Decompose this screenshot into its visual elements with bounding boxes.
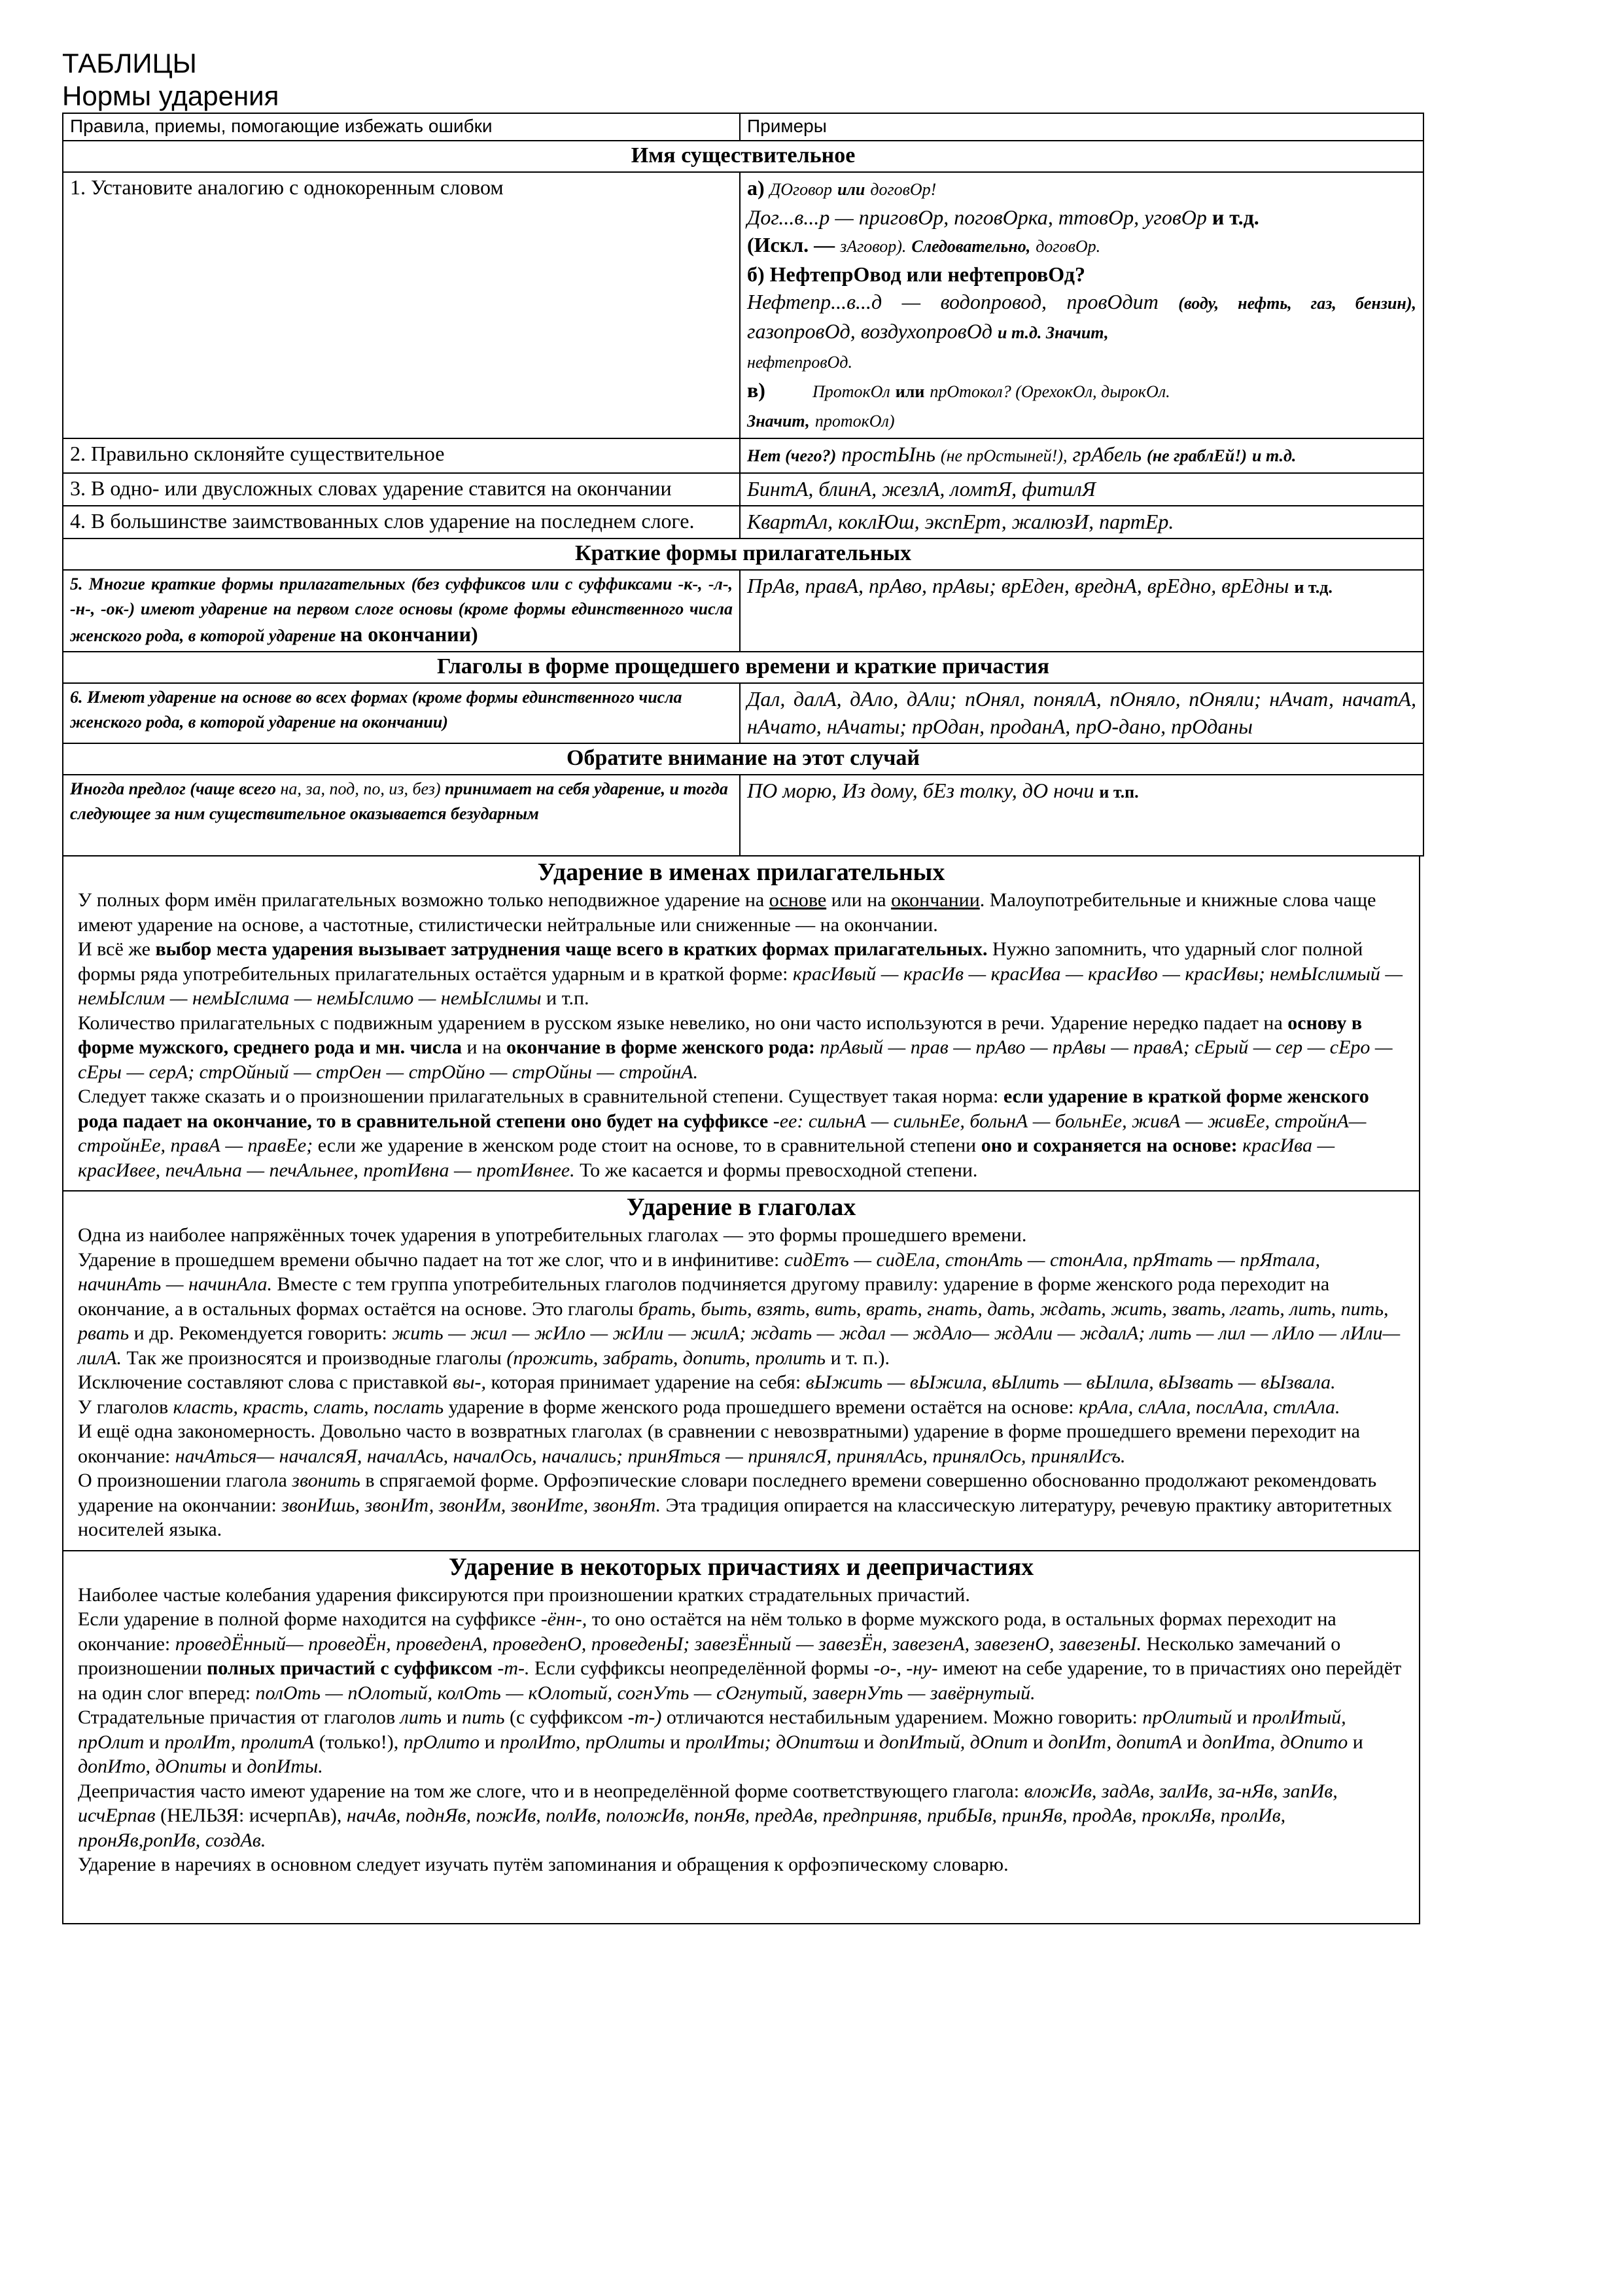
rule-cell [63, 683, 740, 743]
text: Исключение составляют слова с приставкой [78, 1371, 453, 1393]
example-text: ДОговор [769, 180, 833, 199]
paragraph [78, 1705, 1405, 1779]
example-text: зАговор). [840, 237, 907, 256]
example-text: Следовательно, [911, 237, 1031, 256]
rule-cell [63, 570, 740, 652]
example-text: договОр. [1036, 237, 1101, 256]
text: Если суффиксы неопределённой формы [529, 1657, 874, 1679]
text: проведЁнный— проведЁн, проведенА, проведенО, проведенЫ; завезЁнный — завезЁн, завезенА, завезенО, завезенЫ. [175, 1633, 1142, 1655]
document-page [62, 47, 1423, 1924]
text: -ее: сильнА — сильнЕе, больнА — больнЕе, живА — живЕе, стройнА— стройнЕе, правА — правЕе; [78, 1110, 1367, 1156]
text: -о-, -ну- [873, 1657, 938, 1679]
example-text: Дал, далА, дАло, дАли; пОнял, понялА, пОняло, пОняли; нАчат, начатА, нАчато, нАчаты; прОдан, проданА, прО-дано, прОданы [747, 687, 1416, 738]
text: . Малоупотребительные и книжные слова чаще имеют ударение на основе, а частотные, стилистически нейтральные или сниженные — на окончании. [78, 889, 1376, 936]
text: и [858, 1731, 879, 1753]
text: или на [826, 889, 892, 911]
text: У полных форм имён прилагательных возможно только неподвижное ударение на [78, 889, 769, 911]
example-cell [740, 775, 1423, 856]
text: вложИв, задАв, залИв, за-нЯв, запИв, исчЕрпав [78, 1780, 1338, 1826]
text: и на [462, 1036, 506, 1058]
table-header-row [63, 113, 1423, 141]
section-verb-stress [62, 1192, 1420, 1551]
text: и т.п. [541, 987, 589, 1009]
text: допИта, дОпито [1202, 1731, 1348, 1753]
text: в спрягаемой форме. Орфоэпические словари последнего времени совершенно обоснованно продолжают рекомендовать ударение на окончании: [78, 1470, 1377, 1516]
paragraph [78, 1419, 1405, 1468]
text: и [1348, 1731, 1363, 1753]
rule-cell [63, 172, 740, 438]
text: И всё же [78, 938, 156, 960]
text: пить [462, 1706, 505, 1728]
text: то оно остаётся на нём только в форме мужского рода, в остальных формах переходит на окончание: [78, 1608, 1336, 1655]
text: лить [400, 1706, 442, 1728]
table-row [63, 506, 1423, 539]
section-row-note [63, 743, 1423, 775]
example-label: в) [747, 378, 765, 402]
example-text: протокОл) [814, 412, 895, 431]
table-row [63, 172, 1423, 438]
example-text: (не прОстыней!), [940, 446, 1068, 465]
text: -ённ-, [540, 1608, 587, 1630]
text: вы-, [453, 1371, 486, 1393]
example-text: прОтокол? (ОрехокОл, дырокОл. [930, 382, 1170, 401]
text: -т-) [627, 1706, 662, 1728]
table-row [63, 775, 1423, 856]
text: которая принимает ударение на себя: [485, 1371, 806, 1393]
text: и [226, 1756, 247, 1777]
document-title: ТАБЛИЦЫ [62, 48, 197, 79]
text: класть, красть, слать, послать [173, 1396, 444, 1418]
text: То же касается и формы превосходной степени. [574, 1159, 978, 1181]
text: и [1181, 1731, 1202, 1753]
example-label: а) [747, 176, 765, 200]
rule-cell [63, 775, 740, 856]
text: и [1232, 1706, 1253, 1728]
paragraph [78, 1607, 1405, 1705]
text: Деепричастия часто имеют ударение на том же слоге, что и в неопределённой форме соответствующего глагола: [78, 1780, 1024, 1802]
text: начАться— началсяЯ, началАсь, началОсь, начались; принЯться — принялсЯ, принялАсь, принялОсь, принялИсъ. [175, 1445, 1126, 1467]
text: полных причастий с суффиксом [207, 1657, 493, 1679]
text: допИтый, дОпит [879, 1731, 1028, 1753]
text: (с суффиксом [504, 1706, 628, 1728]
example-text: простЫнь [841, 442, 935, 466]
paragraph [78, 888, 1405, 937]
rule-text: принимает на себя ударение, и тогда следующее за ним существительное оказывается безударным [70, 779, 728, 823]
example-text: (не граблЕй!) [1147, 446, 1248, 465]
text: и [442, 1706, 462, 1728]
stress-rules-table [62, 113, 1424, 857]
rule-text: 6. Имеют ударение на основе во всех формах (кроме формы единственного числа женского рода, в которой ударение на окончании) [70, 688, 682, 732]
text: Следует также сказать и о произношении прилагательных в сравнительной степени. Существует такая норма: [78, 1086, 1003, 1107]
text: если же ударение в женском роде стоит на основе, то в сравнительной степени [313, 1135, 981, 1156]
text: пролИты; дОпитъш [685, 1731, 859, 1753]
text: оно и сохраняется на основе: [981, 1135, 1238, 1156]
text: красИвый — красИв — красИва — красИво — красИвы; немЫслимый — немЫслим — немЫслима — немЫслимо — немЫслимы [78, 963, 1403, 1009]
section-heading-verb: Глаголы в форме прощедшего времени и краткие причастия [63, 652, 1423, 683]
example-text: Нет (чего?) [747, 446, 837, 465]
section-heading-adjective: Краткие формы прилагательных [63, 539, 1423, 570]
table-row [63, 473, 1423, 506]
paragraph [78, 1370, 1405, 1395]
example-text: БинтА, блинА, жезлА, ломтЯ, фитилЯ [747, 477, 1096, 501]
text: и др. Рекомендуется говорить: [129, 1322, 393, 1344]
example-cell [740, 172, 1423, 438]
text: Вместе с тем группа употребительных глаголов подчиняется другому правилу: ударение в форме женского рода переходит на окончание, а в остальных формах остаётся на основе. Это глаголы [78, 1273, 1330, 1320]
example-text: или [895, 382, 925, 401]
text: О произношении глагола [78, 1470, 292, 1491]
example-text: и т.д. Значит, [997, 323, 1109, 342]
example-text: б) НефтепрОвод или нефтепровОд? [747, 262, 1085, 286]
text: допИты. [247, 1756, 323, 1777]
text: Если ударение в полной форме находится на суффиксе [78, 1608, 541, 1630]
section-row-adjective [63, 539, 1423, 570]
section-row-noun [63, 141, 1423, 172]
example-text: или [837, 180, 865, 199]
rule-text: на окончании) [340, 622, 478, 646]
text: звонИшь, звонИт, звонИм, звонИте, звонЯт. [281, 1494, 661, 1516]
text: Страдательные причастия от глаголов [78, 1706, 400, 1728]
section-adjective-stress [62, 857, 1420, 1192]
text: полОть — пОлотый, колОть — кОлотый, согнУть — сОгнутый, завернУть — завёрнутый. [255, 1682, 1036, 1704]
column-header-rules: Правила, приемы, помогающие избежать ошибки [63, 113, 740, 141]
text: пролИто, прОлиты [500, 1731, 665, 1753]
text: сидЕтъ — сидЕла, стонАть — стонАла, прЯтать — прЯтала, начинАть — начинАла. [78, 1248, 1321, 1295]
text: выбор места ударения вызывает затруднения чаще всего в кратких формах прилагательных. [155, 938, 988, 960]
text: основе [769, 889, 827, 911]
rule-cell [63, 506, 740, 539]
text: имеют на себе ударение, то в причастиях оно перейдёт на один слог вперед: [78, 1657, 1402, 1704]
paragraph [78, 937, 1405, 1011]
text: начАв, поднЯв, пожИв, полИв, положИв, понЯв, предАв, предприняв, прибЫв, принЯв, продАв, проклЯв, пролИв, пронЯв,ропИв, создАв. [78, 1805, 1286, 1851]
text: допИт, допитА [1048, 1731, 1182, 1753]
text: допИто, дОпиты [78, 1756, 227, 1777]
text: Количество прилагательных с подвижным ударением в русском языке невелико, но они часто используются в речи. Ударение нередко падает на [78, 1012, 1288, 1034]
text: если ударение в краткой форме женского рода падает на окончание, то в сравнительной степени оно будет на суффиксе [78, 1086, 1369, 1132]
section-heading-note: Обратите внимание на этот случай [63, 743, 1423, 775]
section-row-verb [63, 652, 1423, 683]
example-text: договОр! [870, 180, 937, 199]
text: и [1028, 1731, 1049, 1753]
section-title: Ударение в глаголах [626, 1193, 856, 1221]
text: и [665, 1731, 686, 1753]
example-text: грАбель [1072, 442, 1142, 466]
example-text: и т.д. [1294, 578, 1333, 597]
example-text: и т.д. [1212, 205, 1259, 229]
rule-text: Иногда предлог (чаще всего [70, 779, 276, 798]
rule-cell [63, 473, 740, 506]
text: вЫжить — вЫжила, вЫлить — вЫлила, вЫзвать — вЫзвала. [805, 1371, 1336, 1393]
text: брать, быть, взять, вить, врать, гнать, дать, ждать, жить, звать, лгать, лить, пить, рвать [78, 1298, 1389, 1344]
example-cell [740, 683, 1423, 743]
text: основу в форме мужского, среднего рода и мн. числа [78, 1012, 1363, 1058]
text: прОлитый [1142, 1706, 1232, 1728]
text: пролИт, пролитА [164, 1731, 315, 1753]
paragraph: Одна из наиболее напряжённых точек ударения в употребительных глаголах — это формы прошедшего времени. [78, 1224, 1027, 1246]
table-row [63, 570, 1423, 652]
document-subtitle: Нормы ударения [62, 80, 279, 111]
example-cell [740, 506, 1423, 539]
paragraph [78, 1011, 1405, 1085]
example-text: (воду, нефть, газ, бензин), [1178, 294, 1417, 313]
example-text: газопровОд, воздухопровОд [747, 319, 992, 343]
paragraph [78, 1395, 1405, 1420]
rule-cell [63, 438, 740, 473]
rule-text: 3. В одно- или двусложных словах ударение ставится на окончании [70, 476, 672, 500]
example-text: ПрАв, правА, прАво, прАвы; врЕден, вреднА, врЕдно, врЕдны [747, 574, 1289, 597]
text: крАла, слАла, послАла, стлАла. [1078, 1396, 1340, 1418]
text: окончание в форме женского рода: [506, 1036, 815, 1058]
text: звонить [292, 1470, 360, 1491]
text: и т. п.). [826, 1347, 890, 1369]
section-participle-stress [62, 1551, 1420, 1924]
example-text: (Искл. — [747, 233, 835, 256]
text: ударение в форме женского рода прошедшего времени остаётся на основе: [444, 1396, 1079, 1418]
text: прОлито [403, 1731, 480, 1753]
paragraph: Наиболее частые колебания ударения фиксируются при произношении кратких страдательных причастий. [78, 1583, 970, 1606]
section-title: Ударение в некоторых причастиях и деепричастиях [448, 1553, 1034, 1581]
text: Ударение в прошедшем времени обычно падает на тот же слог, что и в инфинитиве: [78, 1248, 784, 1271]
text: и [480, 1731, 500, 1753]
text: (НЕЛЬЗЯ: исчерпАв), [155, 1805, 347, 1826]
text: Несколько замечаний о произношении [78, 1633, 1341, 1679]
text: пролИтый, прОлит [78, 1706, 1346, 1753]
section-heading-noun: Имя существительное [63, 141, 1423, 172]
paragraph [78, 1084, 1405, 1182]
example-cell [740, 570, 1423, 652]
rule-text: 4. В большинстве заимствованных слов ударение на последнем слоге. [70, 509, 695, 533]
text: (прожить, забрать, допить, пролить [506, 1347, 826, 1369]
example-text: ПО морю, Из дому, бЕз толку, дО ночи [747, 779, 1094, 802]
text: прАвый — прав — прАво — прАвы — правА; сЕрый — сер — сЕро — сЕры — серА; стрОйный — стрОен — стрОйно — стрОйны — стройнА. [78, 1036, 1393, 1083]
text: Нужно запомнить, что ударный слог полной формы ряда употребительных прилагательных остаётся ударным и в краткой форме: [78, 938, 1363, 985]
text: окончании [891, 889, 980, 911]
text: Так же произносятся и производные глаголы [122, 1347, 507, 1369]
text: -т-. [492, 1657, 530, 1679]
table-row [63, 438, 1423, 473]
column-header-examples: Примеры [740, 113, 1423, 141]
text: И ещё одна закономерность. Довольно часто в возвратных глаголах (в сравнении с невозвратными) ударение в форме прошедшего времени переходит на окончание: [78, 1421, 1360, 1467]
section-title: Ударение в именах прилагательных [537, 858, 945, 886]
text: красИва — красИвее, печАльна — печАльнее, протИвна — протИвнее. [78, 1135, 1335, 1181]
paragraph [78, 1248, 1405, 1371]
example-text: нефтепровОд. [747, 353, 852, 372]
example-text: Значит, [747, 412, 810, 431]
table-row [63, 683, 1423, 743]
rule-text: 2. Правильно склоняйте существительное [70, 442, 445, 465]
example-text: КвартАл, коклЮш, экспЕрт, жалюзИ, партЕр. [747, 510, 1174, 533]
rule-text: 1. Установите аналогию с однокоренным словом [70, 175, 504, 199]
example-cell [740, 473, 1423, 506]
text: жить — жил — жИло — жИли — жилА; ждать — ждал — ждАло— ждАли — ждалА; лить — лил — лИло — лИли— лилА. [78, 1322, 1401, 1369]
example-text: и т.д. [1252, 446, 1297, 465]
text: Эта традиция опирается на классическую литературу, речевую практику авторитетных носителей языка. [78, 1494, 1392, 1540]
text: и [144, 1731, 165, 1753]
text: У глаголов [78, 1396, 173, 1418]
example-text: Нефтепр...в...д — водопровод, провОдит [747, 290, 1159, 313]
example-text: Дог...в...р — приговОр, поговОрка, ттовОр, уговОр [747, 205, 1207, 229]
text: (только!), [314, 1731, 404, 1753]
paragraph: Ударение в наречиях в основном следует изучать путём запоминания и обращения к орфоэпическому словарю. [78, 1854, 1009, 1875]
example-text: ПротокОл [812, 382, 890, 401]
rule-text: 5. Многие краткие формы прилагательных (без суффиксов или с суффиксами -к-, -л-, -н-, -ок-) имеют ударение на первом слоге основы (кроме формы единственного числа женского рода, в которой ударение [70, 574, 733, 645]
example-cell [740, 438, 1423, 473]
paragraph [78, 1468, 1405, 1542]
rule-text: на, за, под, по, из, без) [280, 779, 441, 798]
example-text: и т.п. [1099, 783, 1139, 802]
text: отличаются нестабильным ударением. Можно говорить: [661, 1706, 1143, 1728]
paragraph [78, 1779, 1405, 1853]
